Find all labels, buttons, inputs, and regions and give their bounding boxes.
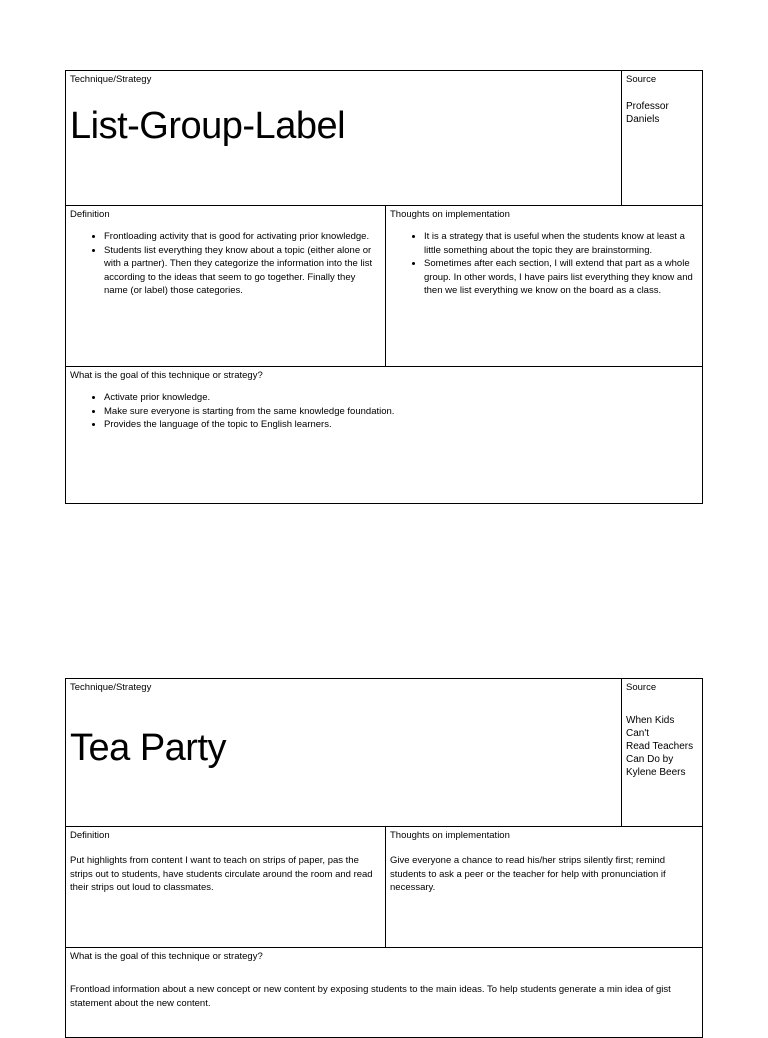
definition-row xyxy=(66,206,702,367)
technique-cell xyxy=(66,71,621,205)
thoughts-cell xyxy=(385,827,702,947)
header-row xyxy=(66,679,702,827)
technique-title: List-Group-Label xyxy=(70,105,346,147)
thoughts-label: Thoughts on implementation xyxy=(390,209,510,220)
goal-cell xyxy=(66,948,702,1013)
thoughts-label: Thoughts on implementation xyxy=(390,830,510,841)
technique-cell xyxy=(66,679,621,826)
technique-label: Technique/Strategy xyxy=(70,682,152,693)
thoughts-item: • Sometimes after each section, I will extend that part as a whole group. In other words, I have pairs list everything they know and then we list everything we know on the board as a class. xyxy=(424,257,698,298)
source-text: Professor Daniels xyxy=(626,101,669,125)
source-cell xyxy=(621,71,702,205)
goal-list xyxy=(70,391,698,432)
header-row xyxy=(66,71,702,206)
source-text: When Kids Can't Read Teachers Can Do by Kylene Beers xyxy=(626,715,694,778)
thoughts-item: • It is a strategy that is useful when the students know at least a little something about the topic they are brainstorming. xyxy=(424,230,698,257)
definition-label: Definition xyxy=(70,830,110,841)
source-cell xyxy=(621,679,702,826)
thoughts-cell xyxy=(385,206,702,366)
strategy-card-tea-party xyxy=(65,678,703,1038)
definition-item: • Students list everything they know about a topic (either alone or with a partner). Then they categorize the information into the list according to the ideas that seem to go together. Finally they name (or label) those categories. xyxy=(104,244,381,298)
definition-cell xyxy=(66,827,385,947)
strategy-card-list-group-label xyxy=(65,70,703,504)
definition-cell xyxy=(66,206,385,366)
definition-list xyxy=(70,230,381,298)
goal-label: What is the goal of this technique or strategy? xyxy=(70,951,263,962)
source-label: Source xyxy=(626,74,657,85)
definition-row xyxy=(66,827,702,948)
definition-label: Definition xyxy=(70,209,110,220)
goal-item: • Activate prior knowledge. xyxy=(104,391,698,405)
goal-item: • Make sure everyone is starting from the same knowledge foundation. xyxy=(104,405,698,419)
goal-cell xyxy=(66,367,702,503)
source-label: Source xyxy=(626,682,657,693)
definition-text: Put highlights from content I want to teach on strips of paper, pas the strips out to students, have students circulate around the room and read their strips out loud to classmates. xyxy=(70,855,373,893)
thoughts-list xyxy=(390,230,698,298)
goal-item: • Provides the language of the topic to English learners. xyxy=(104,418,698,432)
goal-row xyxy=(66,367,702,503)
goal-label: What is the goal of this technique or strategy? xyxy=(70,370,263,381)
technique-label: Technique/Strategy xyxy=(70,74,152,85)
thoughts-text: Give everyone a chance to read his/her strips silently first; remind students to ask a peer or the teacher for help with pronunciation if necessary. xyxy=(390,855,666,893)
technique-title: Tea Party xyxy=(70,727,227,769)
goal-row xyxy=(66,948,702,1013)
definition-item: • Frontloading activity that is good for activating prior knowledge. xyxy=(104,230,381,244)
goal-text: Frontload information about a new concept or new content by exposing students to the main ideas. To help students generate a min idea of gist statement about the new content. xyxy=(70,984,671,1009)
